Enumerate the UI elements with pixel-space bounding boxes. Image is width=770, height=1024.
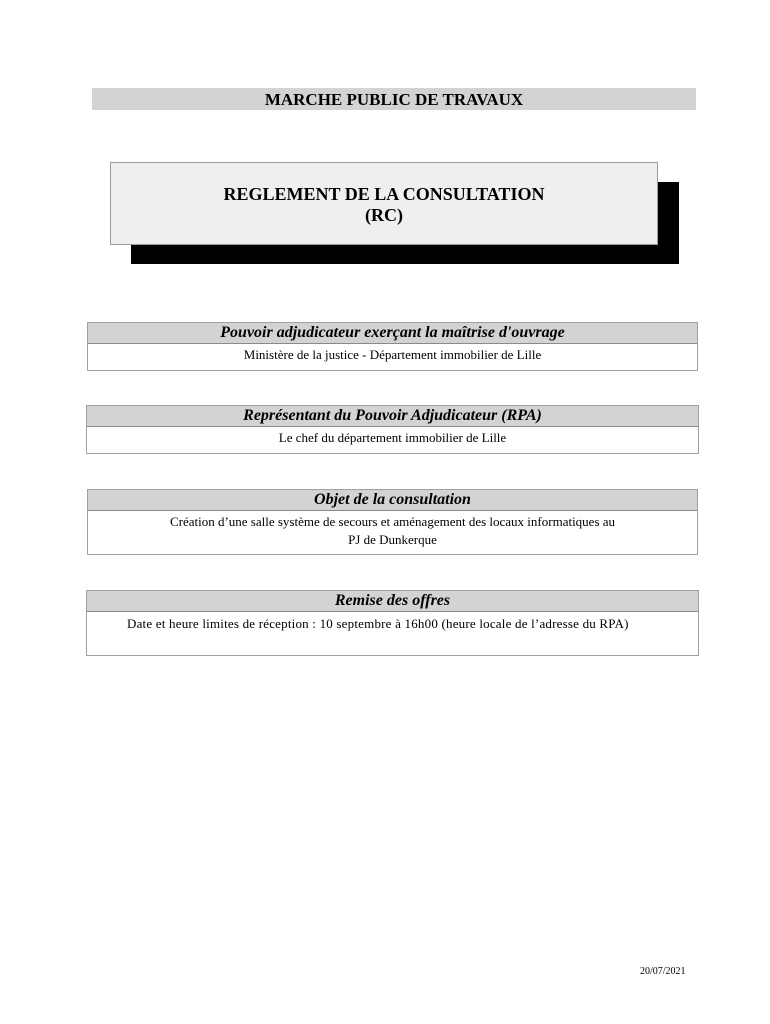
footer-date: 20/07/2021 xyxy=(640,966,686,977)
section-heading: Objet de la consultation xyxy=(88,490,697,511)
section-text xyxy=(88,511,697,549)
document-title-box xyxy=(110,162,658,245)
section-text: Ministère de la justice - Département immobilier de Lille xyxy=(243,347,542,362)
section-text: Le chef du département immobilier de Lille xyxy=(278,430,507,445)
section-objet xyxy=(87,489,698,555)
section-remise-offres xyxy=(86,590,699,656)
document-banner: MARCHE PUBLIC DE TRAVAUX xyxy=(92,88,696,110)
section-pouvoir-adjudicateur xyxy=(87,322,698,371)
section-text-line: PJ de Dunkerque xyxy=(348,532,437,547)
section-heading: Représentant du Pouvoir Adjudicateur (RPA) xyxy=(87,406,698,427)
section-representant xyxy=(86,405,699,454)
document-title: REGLEMENT DE LA CONSULTATION xyxy=(223,184,545,204)
document-title-abbrev: (RC) xyxy=(365,205,403,225)
section-heading: Pouvoir adjudicateur exerçant la maîtrise d'ouvrage xyxy=(88,323,697,344)
section-heading: Remise des offres xyxy=(87,591,698,612)
section-text-line: Création d’une salle système de secours et aménagement des locaux informatiques au xyxy=(169,514,616,529)
section-text: Date et heure limites de réception : 10 septembre à 16h00 (heure locale de l’adresse du RPA) xyxy=(127,616,629,631)
